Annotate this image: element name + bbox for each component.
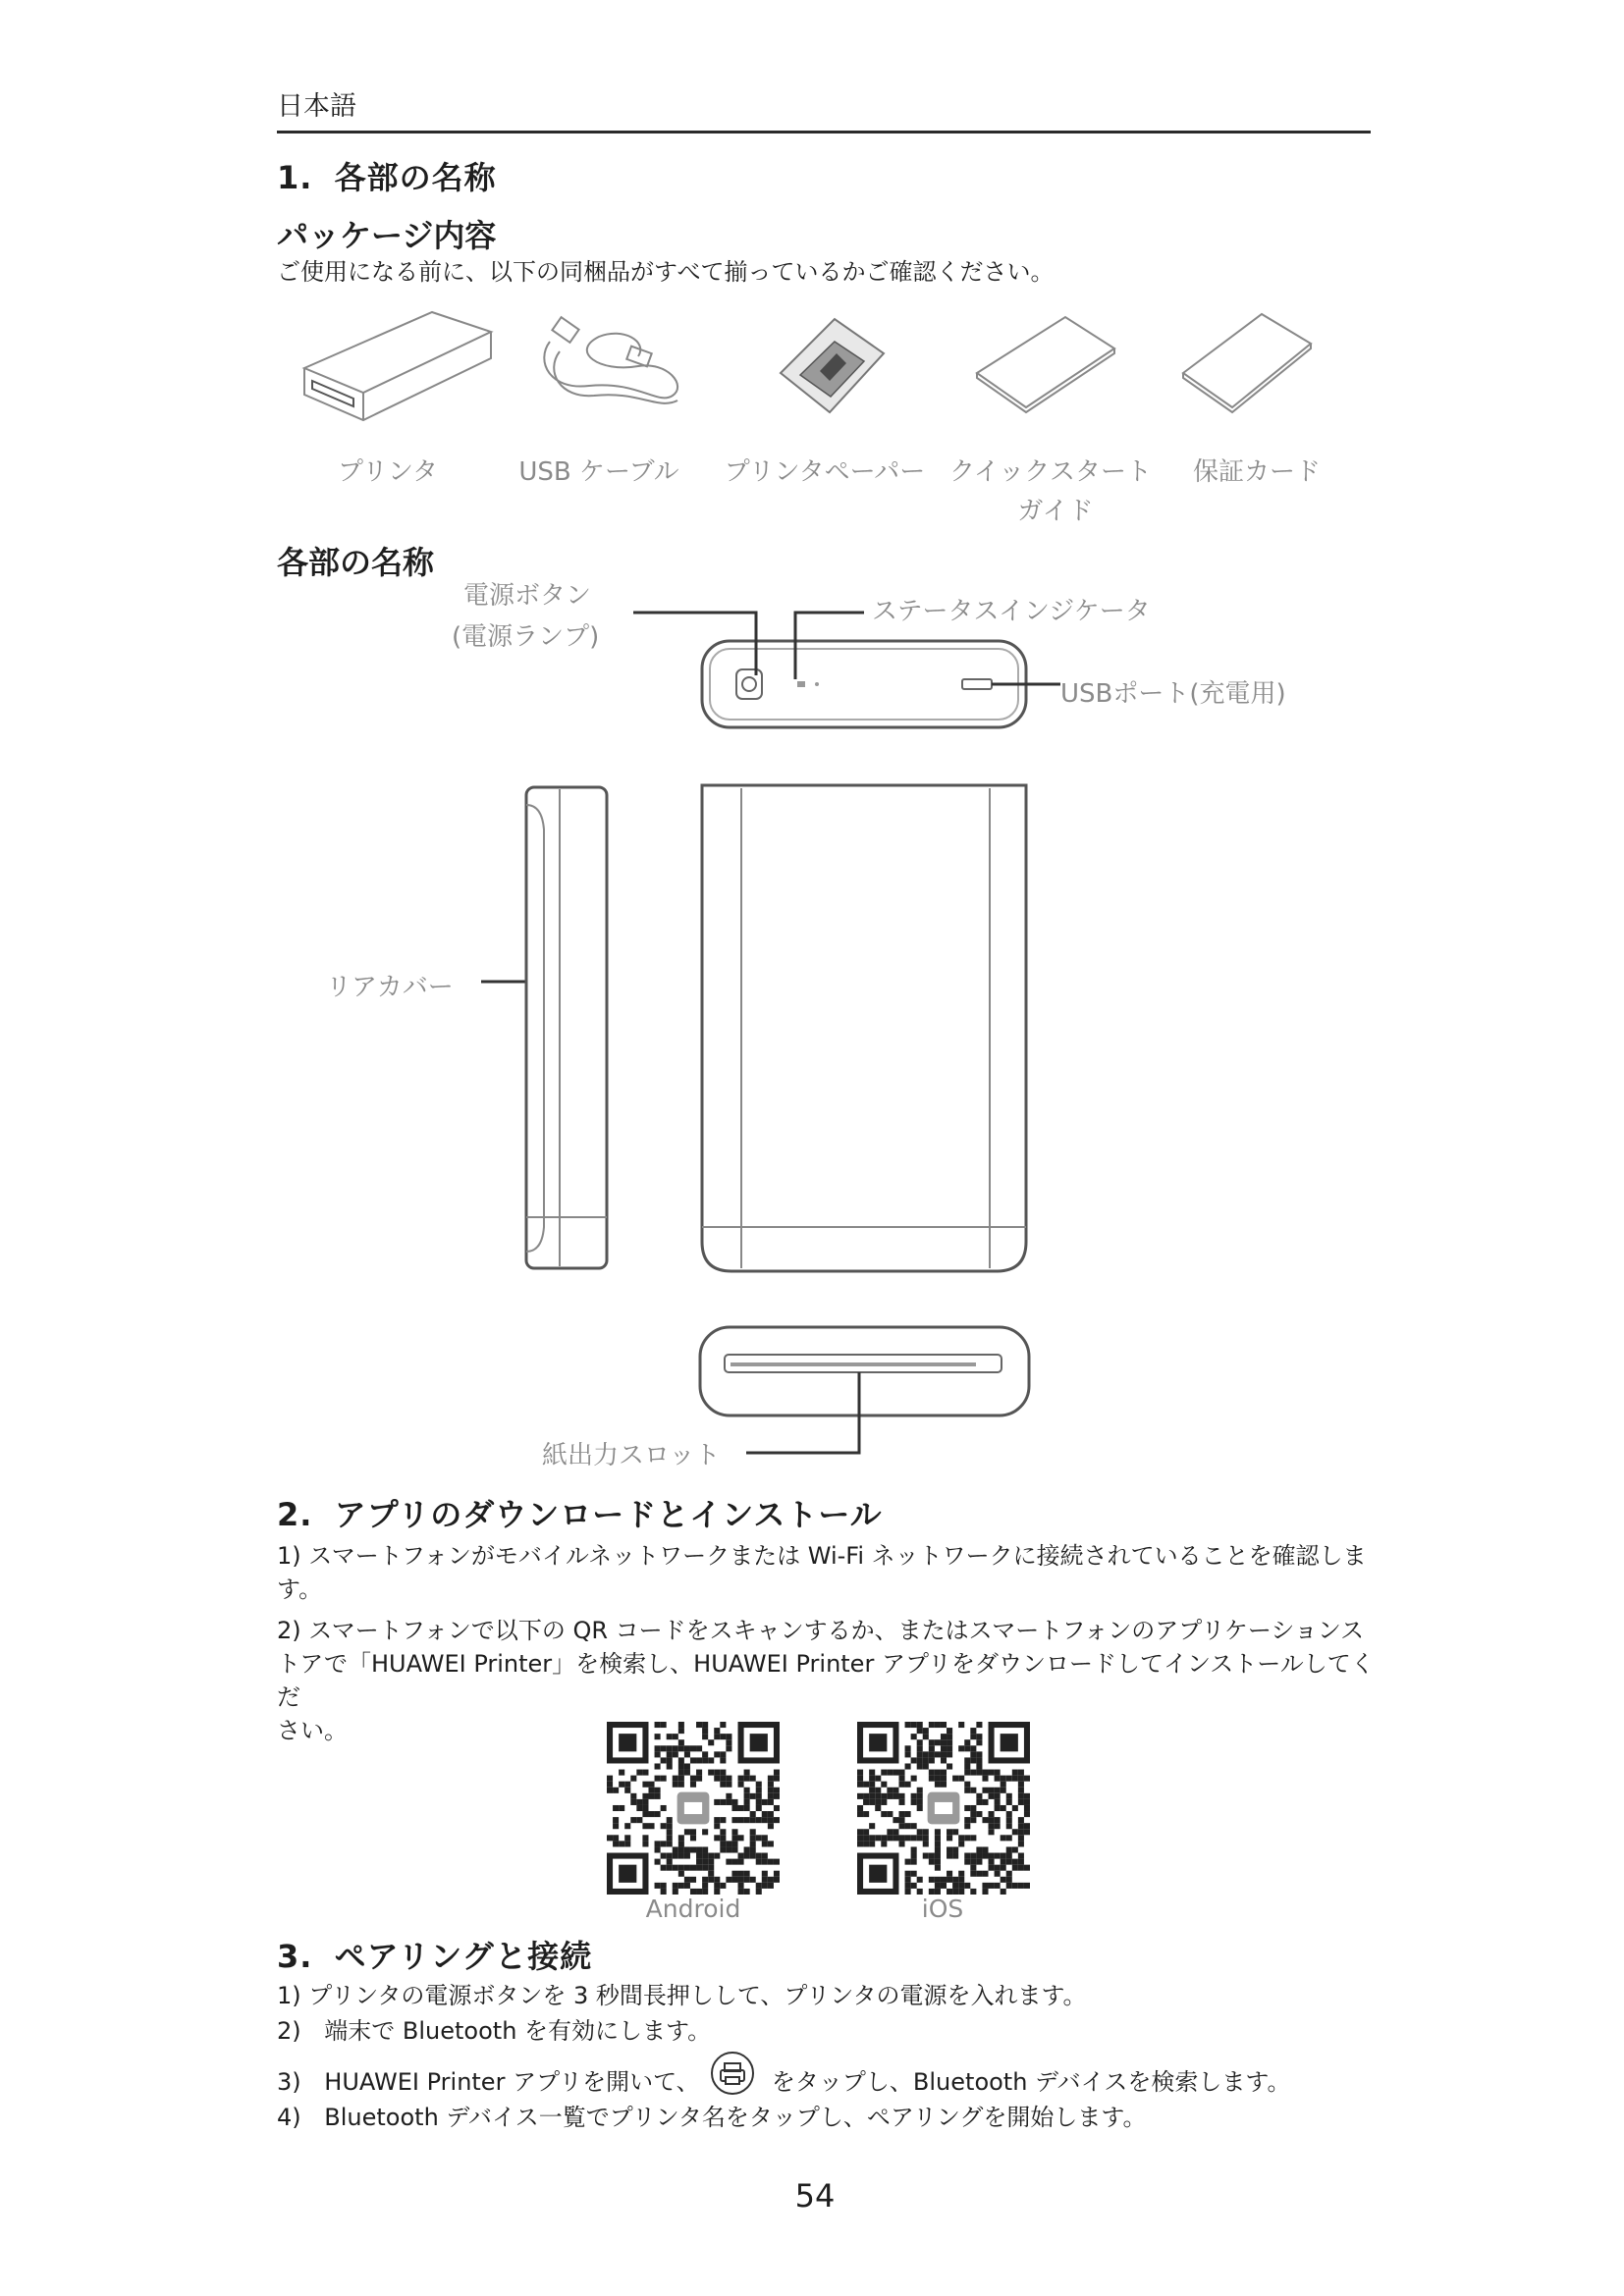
section3-step3-number: 3): [277, 2068, 301, 2096]
section3-step4-text: Bluetooth デバイス一覧でプリンタ名をタップし、ペアリングを開始します。: [324, 2104, 1147, 2131]
section3-step3-text-b: をタップし、Bluetooth デバイスを検索します。: [771, 2068, 1291, 2096]
section3-step4-number: 4): [277, 2104, 301, 2131]
section1-number: 1.: [277, 159, 313, 196]
section3-step2-number: 2): [277, 2017, 301, 2045]
package-intro: ご使用になる前に、以下の同梱品がすべて揃っているかご確認ください。: [277, 258, 1055, 286]
status-indicator-label: ステータスインジケータ: [872, 597, 1151, 626]
paper-slot-label: 紙出力スロット: [542, 1441, 721, 1470]
printer-illustration: [295, 304, 501, 442]
package-item-quick-start-line2-text: ガイド: [1017, 497, 1094, 526]
section3-step3-text-a: HUAWEI Printer アプリを開いて、: [324, 2068, 700, 2096]
section1-title: 各部の名称: [334, 159, 497, 196]
package-item-warranty: 保証カード: [1192, 457, 1321, 487]
section3-step2: [277, 2014, 711, 2048]
section2-step2-line3: さい。: [277, 1717, 348, 1744]
android-qr-label: Android: [645, 1895, 741, 1923]
section2-step1: [277, 1539, 1377, 1606]
section2-title: アプリのダウンロードとインストール: [334, 1496, 883, 1533]
section3-step2-text: 端末で Bluetooth を有効にします。: [324, 2017, 712, 2045]
package-heading: パッケージ内容: [277, 217, 497, 254]
section2-step2: [277, 1614, 1377, 1747]
section3-step4: [277, 2101, 1146, 2134]
power-lamp-label: (電源ランプ): [452, 622, 600, 652]
printer-back-view: [697, 780, 1041, 1281]
section3-step3: [277, 2063, 1290, 2099]
section3-number: 3.: [277, 1938, 313, 1975]
section2-heading: [277, 1490, 883, 1535]
language-label: 日本語: [277, 91, 356, 122]
section1-heading: [277, 153, 497, 198]
ios-qr-label: iOS: [921, 1895, 964, 1923]
usb-port-label: USBポート(充電用): [1060, 679, 1286, 709]
package-item-quick-start: クイックスタート: [949, 457, 1152, 487]
section2-step1-line1: 1) スマートフォンがモバイルネットワークまたは Wi-Fi ネットワークに接続されていることを確認しま: [277, 1542, 1367, 1570]
section3-step1: 1) プリンタの電源ボタンを 3 秒間長押しして、プリンタの電源を入れます。: [277, 1982, 1087, 2009]
header-rule: [277, 131, 1371, 133]
page-number: 54: [794, 2177, 836, 2215]
section2-number: 2.: [277, 1496, 313, 1533]
printer-top-view: [628, 599, 1070, 736]
power-button-label: 電源ボタン: [463, 581, 592, 611]
quick-start-guide-illustration: [967, 309, 1124, 417]
parts-heading: 各部の名称: [277, 544, 435, 581]
usb-cable-illustration: [530, 312, 687, 420]
printer-icon: [707, 2063, 756, 2099]
package-item-printer: プリンタ: [338, 457, 438, 487]
section3-title: ペアリングと接続: [334, 1938, 593, 1975]
section2-step1-line2: す。: [277, 1575, 323, 1603]
section3-heading: [277, 1932, 592, 1977]
package-item-paper: プリンタペーパー: [724, 457, 926, 487]
printer-paper-illustration: [766, 314, 893, 422]
ios-qr-code[interactable]: [857, 1722, 1030, 1895]
section2-step2-line1: 2) スマートフォンで以下の QR コードをスキャンするか、またはスマートフォンのアプリケーションス: [277, 1617, 1365, 1644]
package-item-usb-cable: USB ケーブル: [518, 457, 679, 487]
printer-slot-view: [687, 1315, 1041, 1472]
warranty-card-illustration: [1173, 309, 1321, 417]
section2-step2-line2: トアで「HUAWEI Printer」を検索し、HUAWEI Printer アプリをダウンロードしてインストールしてくだ: [277, 1650, 1375, 1711]
printer-side-view: [481, 775, 619, 1276]
rear-cover-label: リアカバー: [326, 973, 454, 1002]
android-qr-code[interactable]: [607, 1722, 780, 1895]
